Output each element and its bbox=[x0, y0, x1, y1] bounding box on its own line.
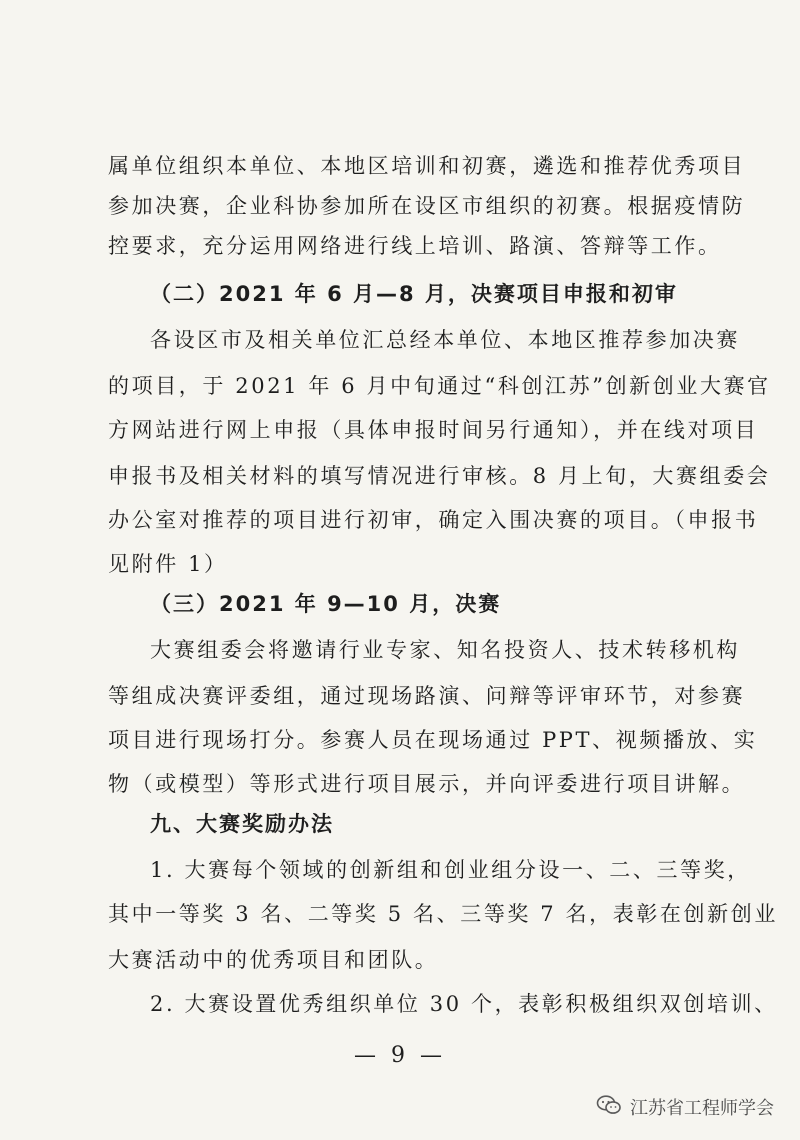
text-line: 物（或模型）等形式进行项目展示，并向评委进行项目讲解。 bbox=[108, 772, 746, 796]
text-line: 方网站进行网上申报（具体申报时间另行通知），并在线对项目 bbox=[108, 418, 759, 442]
watermark-text: 江苏省工程师学会 bbox=[630, 1098, 774, 1119]
text-line: 1. 大赛每个领域的创新组和创业组分设一、二、三等奖， bbox=[150, 858, 751, 882]
text-line: 2. 大赛设置优秀组织单位 30 个，表彰积极组织双创培训、 bbox=[150, 992, 778, 1016]
text-line: 大赛活动中的优秀项目和团队。 bbox=[108, 948, 439, 972]
text-line: 申报书及相关材料的填写情况进行审核。8 月上旬，大赛组委会 bbox=[108, 464, 771, 488]
text-line: 见附件 1） bbox=[108, 552, 228, 576]
section-heading: （二）2021 年 6 月—8 月，决赛项目申报和初审 bbox=[150, 282, 678, 306]
page-number: — 9 — bbox=[354, 1043, 446, 1068]
text-line: 办公室对推荐的项目进行初审，确定入围决赛的项目。（申报书 bbox=[108, 508, 759, 532]
wechat-icon bbox=[596, 1094, 622, 1121]
text-line: 的项目，于 2021 年 6 月中旬通过“科创江苏”创新创业大赛官 bbox=[108, 374, 771, 398]
text-line: 参加决赛，企业科协参加所在设区市组织的初赛。根据疫情防 bbox=[108, 194, 746, 218]
text-line: 等组成决赛评委组，通过现场路演、问辩等评审环节，对参赛 bbox=[108, 684, 746, 708]
wechat-watermark bbox=[592, 1092, 778, 1122]
text-line: 大赛组委会将邀请行业专家、知名投资人、技术转移机构 bbox=[150, 638, 740, 662]
text-line: 其中一等奖 3 名、二等奖 5 名、三等奖 7 名，表彰在创新创业 bbox=[108, 902, 778, 926]
text-line: 各设区市及相关单位汇总经本单位、本地区推荐参加决赛 bbox=[150, 328, 740, 352]
section-heading: 九、大赛奖励办法 bbox=[150, 812, 334, 836]
text-line: 属单位组织本单位、本地区培训和初赛，遴选和推荐优秀项目 bbox=[108, 154, 746, 178]
text-line: 控要求，充分运用网络进行线上培训、路演、答辩等工作。 bbox=[108, 234, 722, 258]
text-line: 项目进行现场打分。参赛人员在现场通过 PPT、视频播放、实 bbox=[108, 728, 758, 752]
section-heading: （三）2021 年 9—10 月，决赛 bbox=[150, 592, 502, 616]
